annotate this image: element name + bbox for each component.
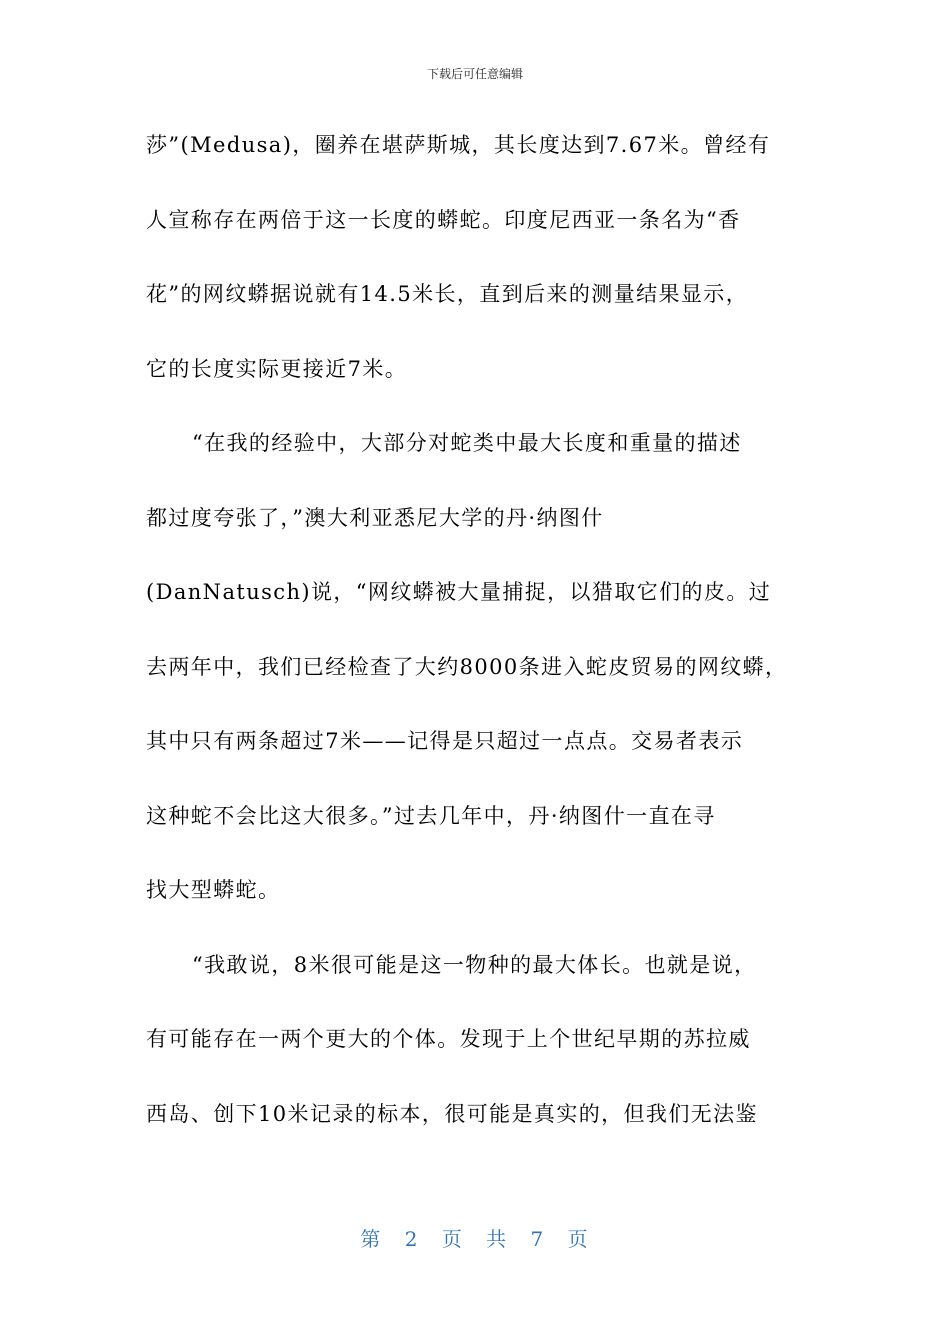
body-line: 去两年中，我们已经检查了大约8000条进入蛇皮贸易的网纹蟒， bbox=[146, 654, 788, 679]
paragraph-start-line: “我敢说，8米很可能是这一物种的最大体长。也就是说， bbox=[192, 952, 757, 977]
body-line: 人宣称存在两倍于这一长度的蟒蛇。印度尼西亚一条名为“香 bbox=[146, 207, 741, 232]
body-line: (DanNatusch)说，“网纹蟒被大量捕捉，以猎取它们的皮。过 bbox=[146, 580, 772, 604]
body-line: 它的长度实际更接近7米。 bbox=[146, 356, 408, 381]
body-line: 都过度夸张了，”澳大利亚悉尼大学的丹·纳图什 bbox=[146, 505, 604, 530]
body-line: 这种蛇不会比这大很多。”过去几年中，丹·纳图什一直在寻 bbox=[146, 803, 716, 828]
body-line: 有可能存在一两个更大的个体。发现于上个世纪早期的苏拉威 bbox=[146, 1027, 751, 1051]
page-number-footer: 第 2 页 共 7 页 bbox=[360, 1227, 590, 1251]
paragraph-start-line: “在我的经验中，大部分对蛇类中最大长度和重量的描述 bbox=[192, 431, 742, 455]
body-line: 其中只有两条超过7米——记得是只超过一点点。交易者表示 bbox=[146, 729, 744, 753]
page-header: 下载后可任意编辑 bbox=[426, 67, 523, 81]
body-line: 找大型蟒蛇。 bbox=[146, 878, 281, 902]
body-line: 西岛、创下10米记录的标本，很可能是真实的，但我们无法鉴 bbox=[146, 1101, 758, 1126]
body-line: 花”的网纹蟒据说就有14.5米长，直到后来的测量结果显示， bbox=[146, 282, 749, 306]
body-line: 莎”(Medusa)，圈养在堪萨斯城，其长度达到7.67米。曾经有 bbox=[146, 133, 771, 157]
document-body bbox=[146, 108, 816, 1151]
